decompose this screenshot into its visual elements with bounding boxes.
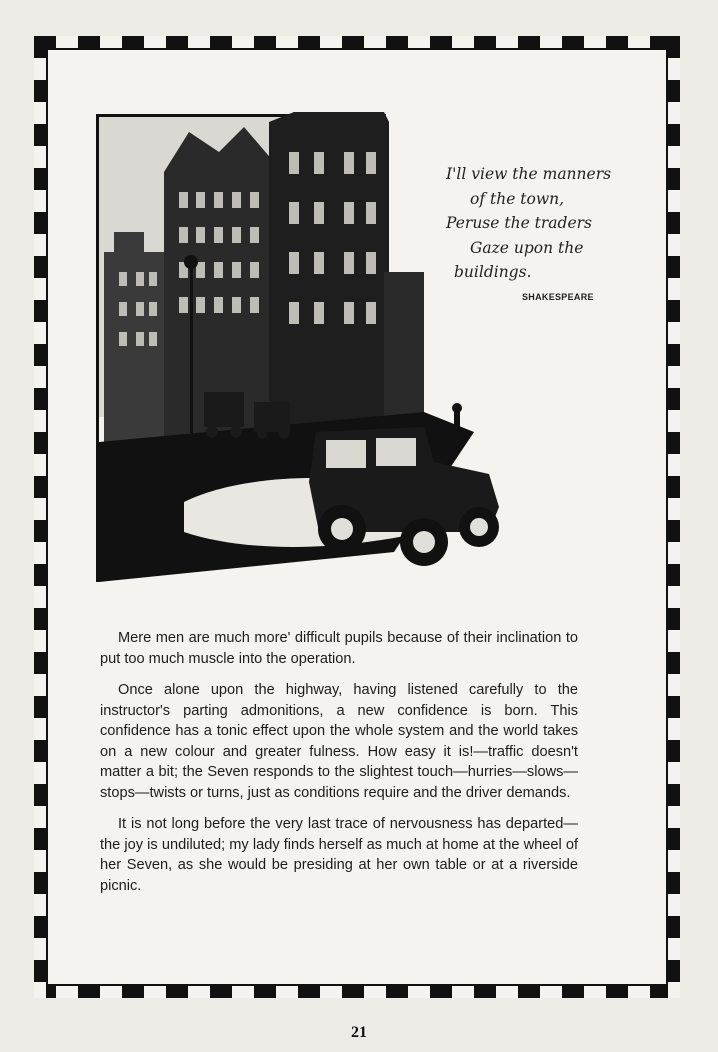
paragraph: Once alone upon the highway, having listened carefully to the instructor's parting admonitions, a new confidence is born. This confidence has a tonic effect upon the whole system and the world takes on a new colour and greater fulness. How easy it is!—traffic doesn't matter a bit; the Seven responds to the slightest touch—hurries—slows—stops—twists or turns, just as conditions require and the driver demands. — [100, 682, 578, 801]
austin-seven-car — [309, 427, 499, 566]
epigraph-quote — [440, 162, 630, 285]
paragraph: Mere men are much more' difficult pupils because of their inclination to put too much muscle into the operation. — [100, 630, 578, 667]
quote-line: Gaze upon the — [470, 238, 584, 257]
quote-attribution: SHAKESPEARE — [522, 292, 594, 302]
quote-line: Peruse the traders — [446, 214, 593, 232]
border-left — [34, 36, 46, 998]
page-number: 21 — [351, 1024, 367, 1041]
quote-line: buildings. — [454, 263, 532, 281]
paragraph: It is not long before the very last trace of nervousness has departed—the joy is undiluted; my lady finds herself as much at home at the wheel of her Seven, as she would be presiding at her own table or at a riverside picnic. — [100, 816, 578, 894]
border-right — [668, 36, 680, 998]
body-text — [100, 628, 578, 907]
quote-line: I'll view the manners — [446, 165, 612, 183]
quote-line: of the town, — [470, 189, 565, 208]
